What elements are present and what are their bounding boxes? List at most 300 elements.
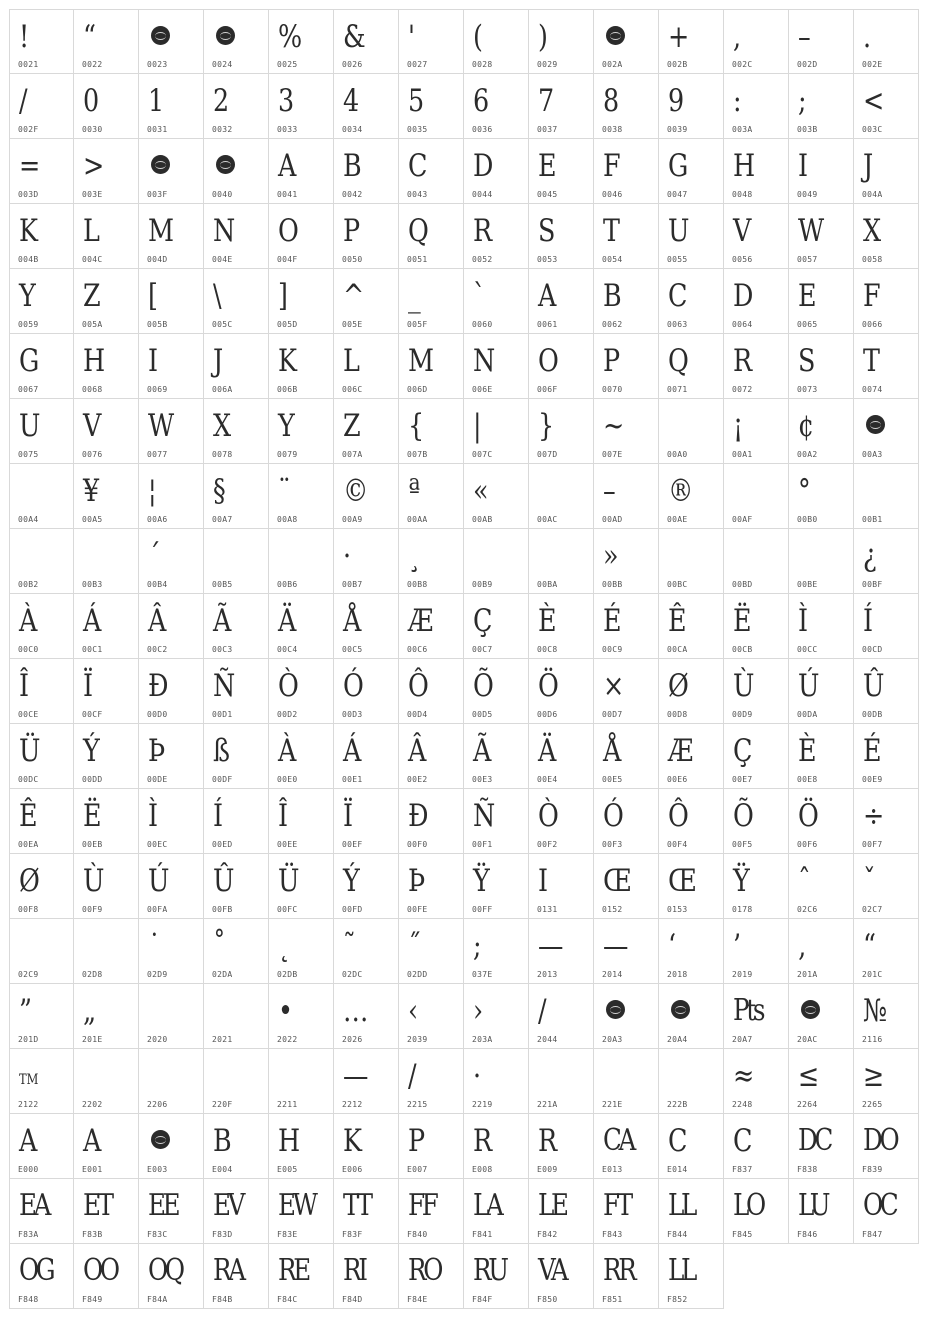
glyph-char: Ä	[278, 603, 297, 639]
glyph-code: 02C6	[797, 905, 818, 914]
glyph-char: Q	[668, 343, 689, 379]
glyph-code: 00D7	[602, 710, 623, 719]
glyph-char: R	[473, 213, 493, 249]
glyph-char: Ï	[83, 668, 94, 704]
glyph-code: 00B0	[797, 515, 818, 524]
glyph-cell	[204, 399, 269, 464]
glyph-code: 0044	[472, 190, 493, 199]
glyph-code: 00E2	[407, 775, 428, 784]
glyph-char: A	[278, 148, 297, 184]
glyph-code: 221E	[602, 1100, 623, 1109]
glyph-char: RA	[213, 1253, 243, 1288]
glyph-code: 2211	[277, 1100, 298, 1109]
glyph-code: 00AE	[667, 515, 688, 524]
glyph-char: Z	[83, 278, 101, 314]
glyph-cell	[529, 529, 594, 594]
glyph-cell	[464, 1114, 529, 1179]
glyph-cell	[74, 204, 139, 269]
glyph-code: 2014	[602, 970, 623, 979]
glyph-code: F84D	[342, 1295, 363, 1304]
glyph-char: 2	[213, 83, 230, 119]
glyph-char: ^	[343, 278, 365, 314]
glyph-cell	[594, 659, 659, 724]
glyph-char: OO	[83, 1253, 117, 1288]
glyph-cell	[724, 789, 789, 854]
glyph-char: È	[798, 733, 817, 769]
glyph-cell	[74, 1049, 139, 1114]
glyph-char: ”	[19, 993, 33, 1029]
glyph-code: 037E	[472, 970, 493, 979]
glyph-cell	[789, 724, 854, 789]
glyph-code: F851	[602, 1295, 623, 1304]
glyph-char: ET	[83, 1188, 111, 1223]
glyph-cell	[529, 659, 594, 724]
glyph-cell	[529, 399, 594, 464]
glyph-char: Z	[343, 408, 361, 444]
glyph-code: 0067	[18, 385, 39, 394]
glyph-code: 0062	[602, 320, 623, 329]
glyph-char: Û	[213, 863, 235, 899]
glyph-cell	[854, 594, 919, 659]
glyph-cell	[139, 74, 204, 139]
glyph-char: Ñ	[213, 668, 236, 704]
glyph-char: RO	[408, 1253, 441, 1288]
glyph-cell	[204, 984, 269, 1049]
glyph-char: Ô	[668, 798, 689, 834]
glyph-cell	[139, 464, 204, 529]
glyph-cell	[9, 659, 74, 724]
glyph-char: ·	[343, 538, 352, 574]
glyph-code: 00EF	[342, 840, 363, 849]
glyph-char: Û	[863, 668, 885, 704]
glyph-cell	[789, 1114, 854, 1179]
glyph-char: FF	[408, 1188, 436, 1223]
glyph-cell	[724, 1179, 789, 1244]
glyph-cell	[594, 1179, 659, 1244]
glyph-code: F83A	[18, 1230, 39, 1239]
glyph-cell	[659, 529, 724, 594]
glyph-cell	[789, 1049, 854, 1114]
glyph-cell	[204, 1049, 269, 1114]
glyph-cell	[594, 1114, 659, 1179]
glyph-cell	[399, 919, 464, 984]
glyph-char: L	[343, 343, 360, 379]
glyph-cell	[724, 594, 789, 659]
glyph-cell	[399, 529, 464, 594]
glyph-cell	[854, 854, 919, 919]
glyph-char: Q	[408, 213, 429, 249]
glyph-cell	[204, 139, 269, 204]
glyph-code: 20A7	[732, 1035, 753, 1044]
glyph-cell	[74, 724, 139, 789]
glyph-cell	[594, 204, 659, 269]
glyph-code: 00B4	[147, 580, 168, 589]
glyph-cell	[529, 724, 594, 789]
glyph-code: 006F	[537, 385, 558, 394]
glyph-char: ·	[473, 1058, 482, 1094]
glyph-code: 0056	[732, 255, 753, 264]
glyph-cell	[594, 1049, 659, 1114]
glyph-code: 00AD	[602, 515, 623, 524]
glyph-cell	[854, 269, 919, 334]
glyph-char: I	[798, 148, 809, 184]
glyph-code: 007A	[342, 450, 363, 459]
glyph-char: J	[213, 343, 224, 379]
glyph-code: 00C3	[212, 645, 233, 654]
glyph-cell	[529, 1244, 594, 1309]
glyph-char: Ý	[343, 863, 360, 899]
glyph-char: ’	[733, 928, 742, 964]
glyph-code: 005F	[407, 320, 428, 329]
glyph-cell	[139, 529, 204, 594]
glyph-cell	[529, 74, 594, 139]
glyph-cell	[789, 204, 854, 269]
glyph-char: Ø	[19, 863, 40, 899]
glyph-code: 02DB	[277, 970, 298, 979]
glyph-cell	[464, 594, 529, 659]
glyph-char: ,	[733, 19, 742, 55]
glyph-cell	[529, 1114, 594, 1179]
glyph-code: 007B	[407, 450, 428, 459]
glyph-cell	[854, 74, 919, 139]
glyph-char: –	[603, 473, 616, 509]
glyph-char: —	[343, 1058, 369, 1094]
glyph-char: &	[343, 19, 366, 55]
glyph-code: 0047	[667, 190, 688, 199]
logo-glyph-icon	[151, 1130, 170, 1149]
glyph-cell	[9, 854, 74, 919]
glyph-char: C	[733, 1123, 753, 1159]
glyph-code: 00DB	[862, 710, 883, 719]
glyph-char: Ó	[343, 668, 364, 704]
glyph-cell	[529, 1179, 594, 1244]
glyph-char: ß	[213, 733, 230, 769]
glyph-char: A	[19, 1123, 38, 1159]
glyph-code: 0063	[667, 320, 688, 329]
glyph-cell	[399, 74, 464, 139]
glyph-char: Ë	[733, 603, 752, 639]
glyph-char: E	[798, 278, 817, 314]
glyph-char: Á	[83, 603, 102, 639]
glyph-char: X	[863, 213, 882, 249]
glyph-code: 007D	[537, 450, 558, 459]
glyph-cell	[854, 659, 919, 724]
glyph-cell	[659, 789, 724, 854]
glyph-cell	[594, 139, 659, 204]
glyph-code: 002A	[602, 60, 623, 69]
glyph-code: 00D8	[667, 710, 688, 719]
glyph-cell	[204, 204, 269, 269]
glyph-char: ›	[473, 993, 484, 1029]
glyph-char: 3	[278, 83, 295, 119]
glyph-cell	[659, 984, 724, 1049]
glyph-code: 00A1	[732, 450, 753, 459]
glyph-code: 00C2	[147, 645, 168, 654]
glyph-code: 0074	[862, 385, 883, 394]
glyph-code: 0029	[537, 60, 558, 69]
glyph-char: Pts	[733, 993, 763, 1028]
glyph-code: 003D	[18, 190, 39, 199]
glyph-char: C	[668, 278, 688, 314]
glyph-cell	[854, 1114, 919, 1179]
glyph-char: —	[538, 928, 564, 964]
glyph-char: Ö	[538, 668, 559, 704]
glyph-cell	[529, 1049, 594, 1114]
glyph-char: Í	[213, 798, 224, 834]
glyph-cell	[399, 1114, 464, 1179]
glyph-code: 20A4	[667, 1035, 688, 1044]
glyph-char: Â	[408, 733, 427, 769]
glyph-code: 0026	[342, 60, 363, 69]
glyph-char: ®	[668, 473, 694, 509]
glyph-cell	[74, 334, 139, 399]
glyph-cell	[789, 9, 854, 74]
glyph-code: 00BC	[667, 580, 688, 589]
glyph-cell	[9, 9, 74, 74]
glyph-cell	[334, 139, 399, 204]
glyph-code: 222B	[667, 1100, 688, 1109]
glyph-code: 02DD	[407, 970, 428, 979]
glyph-cell	[74, 529, 139, 594]
glyph-code: 00A7	[212, 515, 233, 524]
glyph-cell	[269, 9, 334, 74]
glyph-cell	[789, 1179, 854, 1244]
glyph-code: 00D4	[407, 710, 428, 719]
glyph-cell	[9, 919, 74, 984]
glyph-cell	[464, 1049, 529, 1114]
glyph-code: 005C	[212, 320, 233, 329]
glyph-cell	[789, 334, 854, 399]
glyph-cell	[74, 1114, 139, 1179]
logo-glyph-icon	[866, 415, 885, 434]
glyph-char: Ë	[83, 798, 102, 834]
glyph-code: 00C7	[472, 645, 493, 654]
glyph-char: É	[863, 733, 882, 769]
glyph-cell	[529, 594, 594, 659]
glyph-char: 0	[83, 83, 100, 119]
glyph-cell	[269, 399, 334, 464]
glyph-cell	[854, 984, 919, 1049]
glyph-cell	[204, 1179, 269, 1244]
glyph-code: F83E	[277, 1230, 298, 1239]
glyph-cell	[399, 594, 464, 659]
glyph-cell	[594, 269, 659, 334]
logo-glyph-icon	[151, 26, 170, 45]
glyph-char: /	[538, 993, 547, 1029]
glyph-cell	[269, 789, 334, 854]
glyph-cell	[9, 1244, 74, 1309]
glyph-cell	[9, 529, 74, 594]
glyph-code: 00FD	[342, 905, 363, 914]
glyph-code: 00EE	[277, 840, 298, 849]
glyph-char: W	[798, 213, 825, 249]
glyph-cell	[659, 724, 724, 789]
glyph-code: 2018	[667, 970, 688, 979]
glyph-code: F84C	[277, 1295, 298, 1304]
glyph-char: EW	[278, 1188, 315, 1223]
glyph-code: 0050	[342, 255, 363, 264]
glyph-cell	[399, 399, 464, 464]
glyph-cell	[204, 724, 269, 789]
glyph-cell	[139, 1049, 204, 1114]
glyph-code: 00B5	[212, 580, 233, 589]
glyph-code: 00C0	[18, 645, 39, 654]
glyph-char: ˙	[148, 928, 161, 964]
glyph-code: F846	[797, 1230, 818, 1239]
glyph-char: C	[668, 1123, 688, 1159]
glyph-cell	[659, 1244, 724, 1309]
glyph-char: ˛	[278, 928, 291, 964]
glyph-code: 00D3	[342, 710, 363, 719]
glyph-char: K	[278, 343, 298, 379]
glyph-cell	[269, 854, 334, 919]
glyph-cell	[334, 789, 399, 854]
glyph-cell	[529, 269, 594, 334]
glyph-code: 0048	[732, 190, 753, 199]
glyph-cell	[269, 269, 334, 334]
glyph-char: ˆ	[798, 863, 811, 899]
glyph-code: F84F	[472, 1295, 493, 1304]
glyph-char: _	[408, 278, 421, 314]
glyph-cell	[594, 984, 659, 1049]
glyph-code: 006E	[472, 385, 493, 394]
glyph-char: Ô	[408, 668, 429, 704]
glyph-cell	[724, 139, 789, 204]
glyph-cell	[529, 139, 594, 204]
glyph-cell	[464, 919, 529, 984]
glyph-code: 0037	[537, 125, 558, 134]
glyph-char: '	[408, 19, 415, 55]
glyph-cell	[594, 74, 659, 139]
glyph-code: 00C1	[82, 645, 103, 654]
glyph-code: 221A	[537, 1100, 558, 1109]
glyph-char: P	[343, 213, 361, 249]
glyph-char: Å	[603, 733, 622, 769]
glyph-char: Ý	[83, 733, 100, 769]
glyph-cell	[789, 594, 854, 659]
glyph-char: R	[538, 1123, 558, 1159]
glyph-code: 0065	[797, 320, 818, 329]
glyph-code: 00BD	[732, 580, 753, 589]
glyph-cell	[594, 724, 659, 789]
glyph-cell	[789, 139, 854, 204]
glyph-code: F849	[82, 1295, 103, 1304]
logo-glyph-icon	[801, 1000, 820, 1019]
glyph-cell	[74, 594, 139, 659]
glyph-char: R	[473, 1123, 493, 1159]
glyph-code: 2116	[862, 1035, 883, 1044]
glyph-code: 00BE	[797, 580, 818, 589]
glyph-cell	[724, 464, 789, 529]
glyph-cell	[204, 9, 269, 74]
glyph-cell	[204, 659, 269, 724]
glyph-char: +	[668, 19, 690, 55]
glyph-code: 004E	[212, 255, 233, 264]
glyph-cell	[464, 724, 529, 789]
glyph-char: EA	[19, 1188, 49, 1223]
glyph-char: Đ	[408, 798, 429, 834]
glyph-cell	[529, 9, 594, 74]
glyph-code: 00B3	[82, 580, 103, 589]
glyph-code: 201A	[797, 970, 818, 979]
glyph-char: Þ	[148, 733, 166, 769]
glyph-char: ª	[408, 473, 421, 509]
glyph-code: 005D	[277, 320, 298, 329]
glyph-cell	[789, 659, 854, 724]
glyph-code: 0032	[212, 125, 233, 134]
glyph-code: 2219	[472, 1100, 493, 1109]
glyph-code: 0072	[732, 385, 753, 394]
glyph-code: 2013	[537, 970, 558, 979]
glyph-char: O	[278, 213, 299, 249]
glyph-code: 00F9	[82, 905, 103, 914]
glyph-char: ˝	[408, 928, 421, 964]
glyph-char: 5	[408, 83, 425, 119]
glyph-cell	[399, 1179, 464, 1244]
glyph-cell	[74, 74, 139, 139]
glyph-code: F83C	[147, 1230, 168, 1239]
glyph-char: /	[19, 83, 28, 119]
glyph-cell	[334, 269, 399, 334]
glyph-char: D	[473, 148, 494, 184]
glyph-char: FT	[603, 1188, 630, 1223]
glyph-cell	[724, 724, 789, 789]
glyph-cell	[399, 854, 464, 919]
glyph-code: 00E1	[342, 775, 363, 784]
glyph-cell	[74, 789, 139, 854]
glyph-cell	[269, 464, 334, 529]
glyph-code: 2022	[277, 1035, 298, 1044]
glyph-code: 00D0	[147, 710, 168, 719]
glyph-char: „	[83, 993, 97, 1029]
glyph-char: Î	[19, 668, 30, 704]
glyph-code: E005	[277, 1165, 298, 1174]
glyph-code: 00B2	[18, 580, 39, 589]
glyph-cell	[269, 74, 334, 139]
glyph-char: .	[863, 19, 872, 55]
glyph-cell	[724, 204, 789, 269]
glyph-cell	[464, 854, 529, 919]
glyph-code: 00F5	[732, 840, 753, 849]
glyph-cell	[74, 659, 139, 724]
glyph-cell	[74, 269, 139, 334]
glyph-char: B	[213, 1123, 232, 1159]
glyph-cell	[269, 1114, 334, 1179]
glyph-cell	[334, 74, 399, 139]
glyph-cell	[594, 529, 659, 594]
glyph-cell	[9, 1179, 74, 1244]
glyph-code: 0030	[82, 125, 103, 134]
glyph-char: ≤	[798, 1058, 820, 1094]
glyph-code: 02D8	[82, 970, 103, 979]
glyph-cell	[789, 399, 854, 464]
glyph-code: 00A9	[342, 515, 363, 524]
glyph-code: 0076	[82, 450, 103, 459]
glyph-code: 0068	[82, 385, 103, 394]
glyph-code: 00FA	[147, 905, 168, 914]
glyph-char: B	[343, 148, 362, 184]
glyph-char: Ê	[668, 603, 687, 639]
glyph-code: 0054	[602, 255, 623, 264]
glyph-cell	[334, 919, 399, 984]
glyph-char: )	[538, 19, 548, 55]
glyph-cell	[334, 659, 399, 724]
glyph-char: Î	[278, 798, 289, 834]
glyph-cell	[74, 9, 139, 74]
glyph-char: L	[83, 213, 100, 249]
glyph-cell	[139, 659, 204, 724]
glyph-cell	[659, 1114, 724, 1179]
